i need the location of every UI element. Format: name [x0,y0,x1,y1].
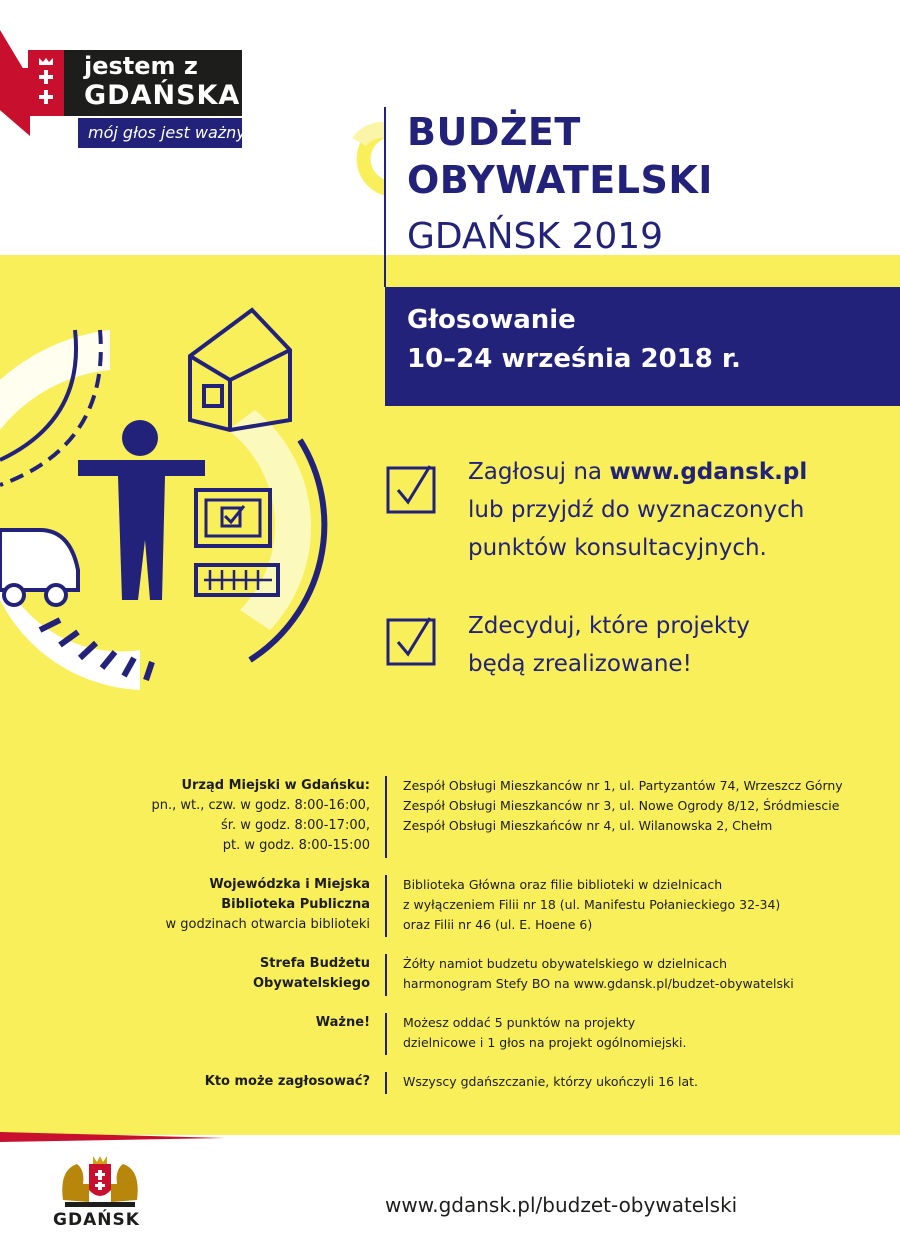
info-row-urzad-right [403,776,883,836]
checkbox-icon [386,462,438,514]
gdansk-crosses-icon [36,56,56,112]
info-location: harmonogram Stefy BO na www.gdansk.pl/budzet-obywatelski [403,976,794,991]
info-location: Żółty namiot budzetu obywatelskiego w dzielnicach [403,956,728,971]
info-heading: Wojewódzka i Miejska [209,877,370,892]
gdansk-coat-of-arms-icon [55,1150,145,1210]
info-row-urzad-left [100,776,370,856]
logo-jestem-text: jestem z [84,52,198,80]
info-row-strefa-left [100,954,370,994]
footer-website-link[interactable]: www.gdansk.pl/budzet-obywatelski [385,1193,738,1217]
info-heading: Biblioteka Publiczna [221,897,370,912]
title-obywatelski: OBYWATELSKI [407,158,713,202]
info-row-wazne-left [100,1013,370,1033]
logo-red-flag [0,68,30,136]
info-row-kto-right [403,1072,883,1092]
info-location: Biblioteka Główna oraz filie biblioteki w dzielnicach [403,877,723,892]
info-location: Zespół Obsługi Mieszkanców nr 3, ul. Nowe Ogrody 8/12, Śródmiescie [403,798,840,813]
voting-dates: 10–24 września 2018 r. [407,344,741,374]
info-hours: pt. w godz. 8:00-15:00 [222,838,370,853]
info-location: z wyłączeniem Filii nr 18 (ul. Manifestu Połanieckiego 32-34) [403,897,781,912]
info-heading: Strefa Budżetu [259,956,370,971]
title-budzet: BUDŻET [407,110,581,154]
info-row-wazne-right [403,1013,883,1053]
info-hours: w godzinach otwarcia biblioteki [165,917,370,932]
info-row-biblioteka-right [403,875,883,935]
yellow-ring-decoration [342,118,387,200]
check-vote-pre: Zagłosuj na [468,459,610,485]
info-row-biblioteka-left [100,875,370,935]
info-heading: Kto może zagłosować? [204,1074,370,1089]
info-location: oraz Filii nr 46 (ul. E. Hoene 6) [403,917,593,932]
info-location: Zespół Obsługi Mieszkanców nr 1, ul. Partyzantów 74, Wrzeszcz Górny [403,778,843,793]
info-row-kto-left [100,1072,370,1092]
info-heading: Ważne! [315,1015,370,1030]
info-hours: pn., wt., czw. w godz. 8:00-16:00, [151,798,370,813]
check-vote-line2: lub przyjdź do wyznaczonych [468,497,805,523]
voting-heading: Głosowanie [407,305,576,335]
logo-tagline: mój głos jest ważny [88,123,246,142]
info-row-strefa-right [403,954,883,994]
info-location: Wszyscy gdańszczanie, którzy ukończyli 16 lat. [403,1074,699,1089]
info-divider [385,776,387,858]
title-gdansk-2019: GDAŃSK 2019 [407,216,664,257]
info-location: dzielnicowe i 1 głos na projekt ogólnomiejski. [403,1035,687,1050]
check-decide-line2: będą zrealizowane! [468,651,692,677]
info-location: Zespół Obsługi Mieszkańców nr 4, ul. Wilanowska 2, Chełm [403,818,773,833]
logo-gdanska-text: GDAŃSKA [84,80,241,111]
info-divider [385,875,387,937]
check-item-vote [468,453,807,567]
gdansk-website-link[interactable]: www.gdansk.pl [609,459,808,485]
check-vote-line3: punktów konsultacyjnych. [468,535,767,561]
checkbox-icon [386,614,438,666]
info-hours: śr. w godz. 8:00-17:00, [221,818,370,833]
info-location: Możesz oddać 5 punktów na projekty [403,1015,636,1030]
info-divider [385,1013,387,1055]
info-divider [385,954,387,996]
check-decide-line1: Zdecyduj, które projekty [468,613,750,639]
info-heading: Obywatelskiego [253,976,370,991]
title-vertical-rule [384,107,386,287]
citizen-illustration [0,300,340,700]
info-divider [385,1072,387,1094]
info-heading: Urząd Miejski w Gdańsku: [181,778,370,793]
footer-gdansk-name: GDAŃSK [53,1210,140,1230]
check-item-decide [468,607,750,683]
